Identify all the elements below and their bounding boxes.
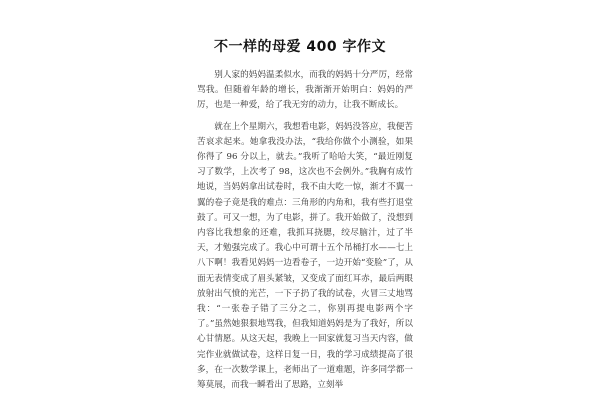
article-body bbox=[197, 68, 413, 399]
paragraph-2: 就在上个星期六，我想看电影，妈妈没答应，我便苦苦哀求起来。她拿我没办法，“我给你做个小测验，如果你得了 96 分以上，就去。”我听了哈哈大笑，“最近刚复习了数学，上次考了 98，这次也不会例外。”我胸有成竹地说，当妈妈拿出试卷时，我不由大吃一惊，渐才不翼一翼的卷子竟是我的难点：三角形的内角和，我有些打退堂鼓了。可又一想，为了电影，拼了。我开始做了，没想到内容比我想象的还难，我抓耳挠腮，绞尽脑汁，过了半天，才勉强完成了。我心中可谓十五个吊桶打水——七上八下啊！我看见妈妈一边看卷子，一边开始“变脸”了，从面无表情变成了眉头紧皱，又变成了面红耳赤，最后两眼放射出气愤的光芒，一下子扔了我的试卷，火冒三丈地骂我：“一张卷子错了三分之二，你别再提电影两个字了。”虽然她狠狠地骂我，但我知道妈妈是为了我好，所以心甘情愿。从这天起，我晚上一回家就复习当天内容，做完作业就做试卷，这样日复一日，我的学习成绩提高了很多，在一次数学课上，老师出了一道难题，许多同学都一筹莫展，而我一瞬看出了思路，立刻举 bbox=[197, 121, 413, 391]
paragraph-1: 别人家的妈妈温柔似水，而我的妈妈十分严厉，经常骂我。但随着年龄的增长，我渐渐开始明白：妈妈的严厉，也是一种爱，给了我无穷的动力，让我不断成长。 bbox=[197, 70, 413, 111]
page-title: 不一样的母爱 400 字作文 bbox=[214, 39, 386, 55]
